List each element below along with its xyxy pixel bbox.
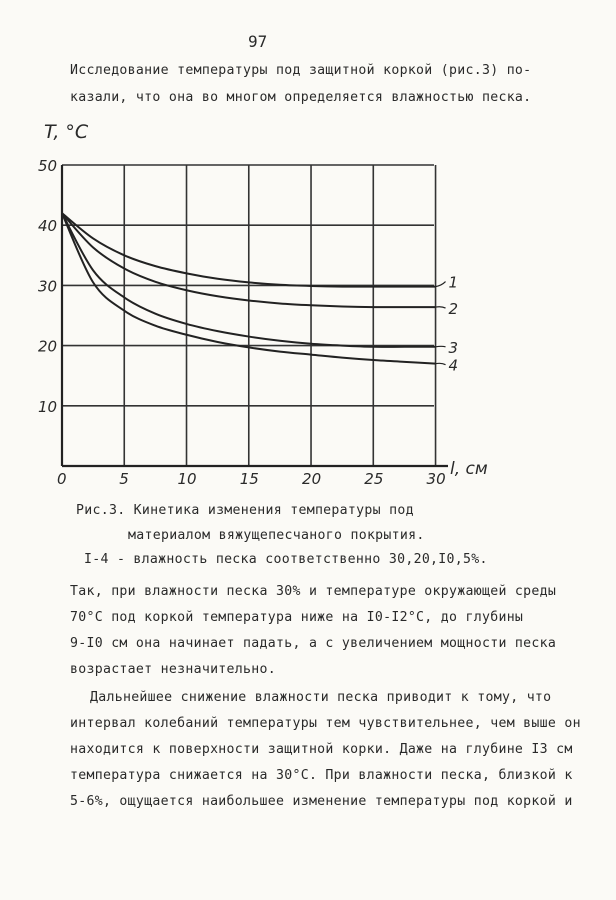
x-tick-label: 20: [302, 470, 322, 488]
temperature-chart: [0, 110, 616, 500]
chart-grid: [62, 165, 436, 466]
chart-axes: [62, 165, 448, 466]
y-tick-label: 50: [38, 157, 58, 175]
x-tick-label: 30: [426, 470, 446, 488]
body-line-7: находится к поверхности защитной корки. Даже на глубине I3 см: [70, 742, 573, 757]
x-axis-label: l, см: [450, 459, 488, 479]
figure-caption-line-2: материалом вяжущепесчаного покрытия.: [128, 528, 425, 543]
series-label-4: 4: [448, 356, 459, 375]
body-line-9: 5-6%, ощущается наибольшее изменение температуры под коркой и: [70, 794, 573, 809]
x-tick-label: 25: [364, 470, 384, 488]
x-tick-label: 0: [57, 470, 67, 488]
body-line-1: Так, при влажности песка 30% и температуре окружающей среды: [70, 584, 557, 599]
y-tick-label: 10: [38, 397, 58, 416]
series-leader-4: [436, 363, 446, 364]
x-tick-label: 5: [119, 470, 129, 488]
figure-caption-line-3: I-4 - влажность песка соответственно 30,20,I0,5%.: [84, 552, 488, 567]
y-tick-label: 40: [38, 217, 58, 236]
series-label-3: 3: [448, 338, 459, 357]
series-label-2: 2: [448, 300, 459, 319]
page-number: 97: [248, 32, 268, 51]
series-leader-3: [436, 346, 446, 347]
body-line-2: 70°С под коркой температура ниже на I0-I2°С, до глубины: [70, 610, 524, 625]
body-line-8: температура снижается на 30°С. При влажности песка, близкой к: [70, 768, 573, 783]
series-leader-1: [436, 282, 446, 287]
series-leader-2: [436, 307, 446, 308]
series-labels: [436, 274, 459, 375]
series-label-1: 1: [448, 273, 459, 292]
body-line-4: возрастает незначительно.: [70, 662, 276, 677]
body-line-6: интервал колебаний температуры тем чувствительнее, чем выше он: [70, 716, 581, 731]
y-axis-label: T, °C: [44, 121, 89, 143]
body-line-5: Дальнейшее снижение влажности песка приводит к тому, что: [90, 690, 552, 705]
intro-line-1: Исследование температуры под защитной коркой (рис.3) по-: [70, 63, 532, 78]
y-tick-label: 20: [38, 337, 58, 356]
x-tick-label: 10: [177, 470, 197, 488]
y-tick-label: 30: [38, 277, 58, 296]
x-tick-label: 15: [239, 470, 259, 488]
intro-line-2: казали, что она во многом определяется влажностью песка.: [70, 90, 532, 105]
figure-caption-line-1: Рис.3. Кинетика изменения температуры под: [76, 503, 414, 518]
body-line-3: 9-I0 см она начинает падать, а с увеличением мощности песка: [70, 636, 557, 651]
